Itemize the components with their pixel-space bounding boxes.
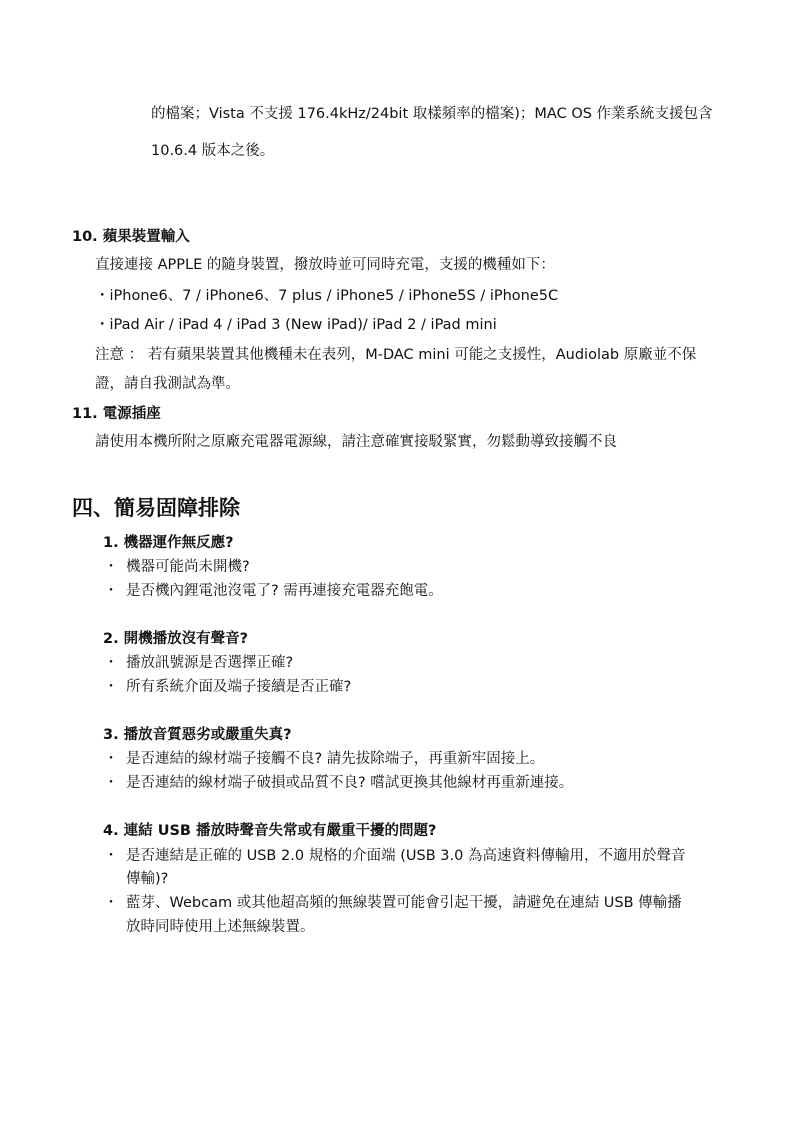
intro-line-1: 的檔案；Vista 不支援 176.4kHz/24bit 取樣頻率的檔案)；MAC OS 作業系統支援包含 bbox=[151, 106, 713, 122]
bullet-icon: ・ bbox=[104, 848, 118, 864]
item10-note-line-1: 注意 ： 若有蘋果裝置其他機種未在表列，M-DAC mini 可能之支援性，Audiolab 原廠並不保 bbox=[95, 347, 697, 363]
item10-heading: 10. 蘋果裝置輸入 bbox=[72, 229, 190, 245]
q1-item-a: 機器可能尚未開機? bbox=[126, 559, 250, 575]
q4-item-a-line-2: 傳輸)? bbox=[126, 871, 169, 887]
q4-item-b-line-2: 放時同時使用上述無線裝置。 bbox=[126, 919, 315, 935]
q2-item-a: 播放訊號源是否選擇正確? bbox=[126, 655, 294, 671]
bullet-icon: ・ bbox=[104, 583, 118, 599]
bullet-icon: ・ bbox=[104, 895, 118, 911]
q4-title: 4. 連結 USB 播放時聲音失常或有嚴重干擾的問題? bbox=[103, 823, 437, 839]
item10-iphone-list: ・iPhone6、7 / iPhone6、7 plus / iPhone5 / iPhone5S / iPhone5C bbox=[95, 288, 559, 304]
q4-item-b-line-1: 藍芽、Webcam 或其他超高頻的無線裝置可能會引起干擾，請避免在連結 USB 傳輸播 bbox=[126, 895, 682, 911]
q2-item-b: 所有系統介面及端子接續是否正確? bbox=[126, 679, 352, 695]
item11-heading: 11. 電源插座 bbox=[72, 406, 161, 422]
intro-line-2: 10.6.4 版本之後。 bbox=[151, 143, 275, 159]
bullet-icon: ・ bbox=[104, 751, 118, 767]
q1-item-b: 是否機內鋰電池沒電了? 需再連接充電器充飽電。 bbox=[126, 583, 443, 599]
q3-item-a: 是否連結的線材端子接觸不良? 請先拔除端子，再重新牢固接上。 bbox=[126, 751, 545, 767]
item10-description: 直接連接 APPLE 的隨身裝置，撥放時並可同時充電，支援的機種如下： bbox=[95, 257, 555, 273]
item10-ipad-list: ・iPad Air / iPad 4 / iPad 3 (New iPad)/ iPad 2 / iPad mini bbox=[95, 317, 497, 333]
item11-description: 請使用本機所附之原廠充電器電源線，請注意確實接駁緊實，勿鬆動導致接觸不良 bbox=[95, 434, 617, 450]
q1-title: 1. 機器運作無反應? bbox=[103, 535, 234, 551]
q3-title: 3. 播放音質惡劣或嚴重失真? bbox=[103, 727, 292, 743]
bullet-icon: ・ bbox=[104, 559, 118, 575]
item10-note-line-2: 證，請自我測試為準。 bbox=[95, 376, 240, 392]
bullet-icon: ・ bbox=[104, 679, 118, 695]
bullet-icon: ・ bbox=[104, 655, 118, 671]
q4-item-a-line-1: 是否連結是正確的 USB 2.0 規格的介面端 (USB 3.0 為高速資料傳輸用，不適用於聲音 bbox=[126, 848, 686, 864]
bullet-icon: ・ bbox=[104, 775, 118, 791]
q3-item-b: 是否連結的線材端子破損或品質不良? 嚐試更換其他線材再重新連接。 bbox=[126, 775, 574, 791]
section-title: 四、簡易固障排除 bbox=[72, 496, 240, 520]
q2-title: 2. 開機播放沒有聲音? bbox=[103, 631, 249, 647]
